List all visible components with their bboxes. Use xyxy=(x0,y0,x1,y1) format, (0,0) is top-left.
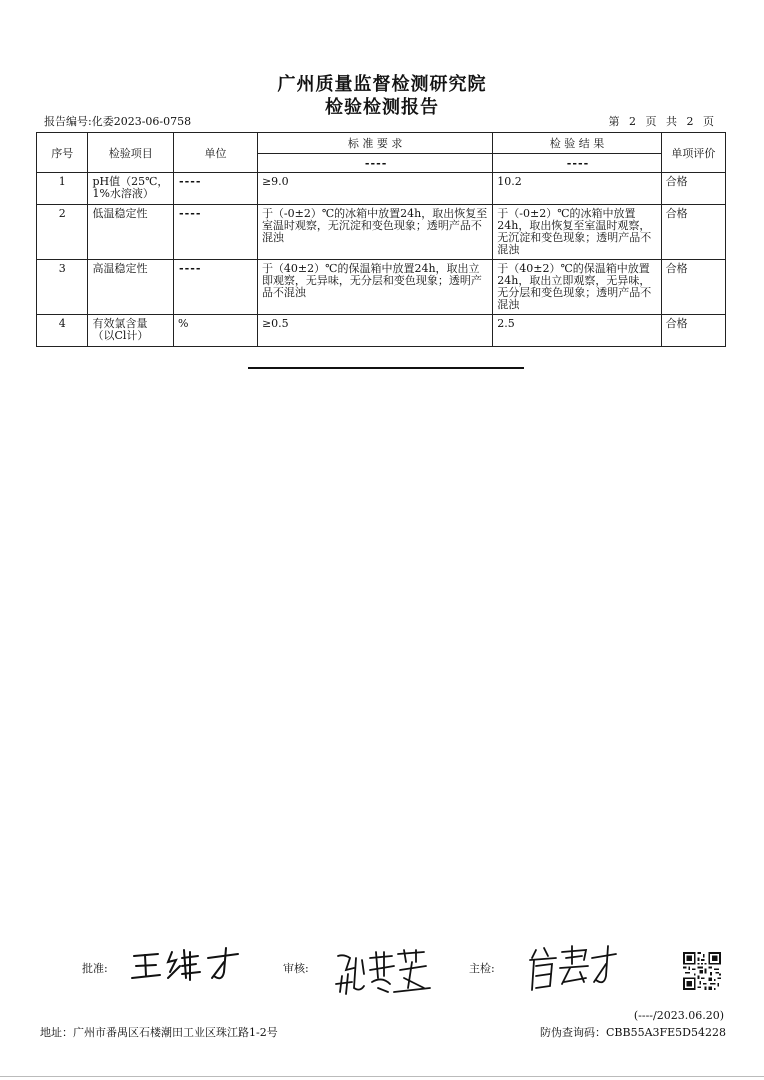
row-result: 10.2 xyxy=(493,173,661,205)
row-item: 低温稳定性 xyxy=(88,205,174,260)
col-header-evaluation: 单项评价 xyxy=(661,133,725,173)
row-standard: ≥0.5 xyxy=(257,315,492,347)
col-header-no: 序号 xyxy=(37,133,88,173)
report-number: 报告编号:化委2023-06-0758 xyxy=(44,115,192,128)
row-standard: ≥9.0 xyxy=(257,173,492,205)
inspect-label: 主检: xyxy=(469,962,495,975)
result-subheader: ---- xyxy=(565,156,589,170)
review-label: 审核: xyxy=(283,962,309,975)
row-unit: % xyxy=(174,315,258,347)
row-unit: ---- xyxy=(178,207,201,220)
col-header-result: 检 验 结 果 xyxy=(493,133,661,154)
end-of-table-line xyxy=(248,367,524,369)
row-result: 2.5 xyxy=(493,315,661,347)
approve-label: 批准: xyxy=(82,962,108,975)
address: 地址：广州市番禺区石楼潮田工业区珠江路1-2号 xyxy=(40,1026,278,1039)
row-standard: 于（-0±2）℃的冰箱中放置24h，取出恢复至室温时观察，无沉淀和变色现象；透明产品不混浊 xyxy=(257,205,492,260)
table-row xyxy=(37,260,726,315)
row-standard: 于（40±2）℃的保温箱中放置24h，取出立即观察，无异味，无分层和变色现象；透明产品不混浊 xyxy=(257,260,492,315)
page-bottom-edge xyxy=(0,1076,764,1077)
row-item: 高温稳定性 xyxy=(88,260,174,315)
row-no: 2 xyxy=(37,205,88,260)
row-item: 有效氯含量（以Cl计） xyxy=(88,315,174,347)
table-row xyxy=(37,205,726,260)
row-no: 4 xyxy=(37,315,88,347)
col-header-item: 检验项目 xyxy=(88,133,174,173)
issue-date: (----/2023.06.20) xyxy=(633,1009,724,1022)
row-no: 1 xyxy=(37,173,88,205)
table-header-row xyxy=(37,133,726,154)
col-header-unit: 单位 xyxy=(174,133,258,173)
row-result: 于（40±2）℃的保温箱中放置24h，取出立即观察，无异味，无分层和变色现象；透明产品不混浊 xyxy=(493,260,661,315)
row-evaluation: 合格 xyxy=(661,205,725,260)
row-evaluation: 合格 xyxy=(661,315,725,347)
row-item: pH值（25℃，1%水溶液） xyxy=(88,173,174,205)
review-signature xyxy=(334,948,434,996)
report-title: 检验检测报告 xyxy=(325,97,439,118)
page-info: 第 2 页 共 2 页 xyxy=(608,115,714,128)
row-evaluation: 合格 xyxy=(661,173,725,205)
row-evaluation: 合格 xyxy=(661,260,725,315)
col-header-standard: 标 准 要 求 xyxy=(257,133,492,154)
inspect-signature xyxy=(526,942,620,994)
standard-subheader: ---- xyxy=(363,156,387,170)
table-row xyxy=(37,173,726,205)
institute-name: 广州质量监督检测研究院 xyxy=(277,74,487,95)
qr-code-icon xyxy=(683,952,721,990)
table-row xyxy=(37,315,726,347)
row-result: 于（-0±2）℃的冰箱中放置24h，取出恢复至室温时观察，无沉淀和变色现象；透明产品不混浊 xyxy=(493,205,661,260)
approve-signature xyxy=(128,944,243,986)
results-table xyxy=(36,132,726,347)
row-unit: ---- xyxy=(178,262,201,275)
row-no: 3 xyxy=(37,260,88,315)
row-unit: ---- xyxy=(178,175,201,188)
anti-fake-code: 防伪查询码：CBB55A3FE5D54228 xyxy=(540,1026,726,1039)
